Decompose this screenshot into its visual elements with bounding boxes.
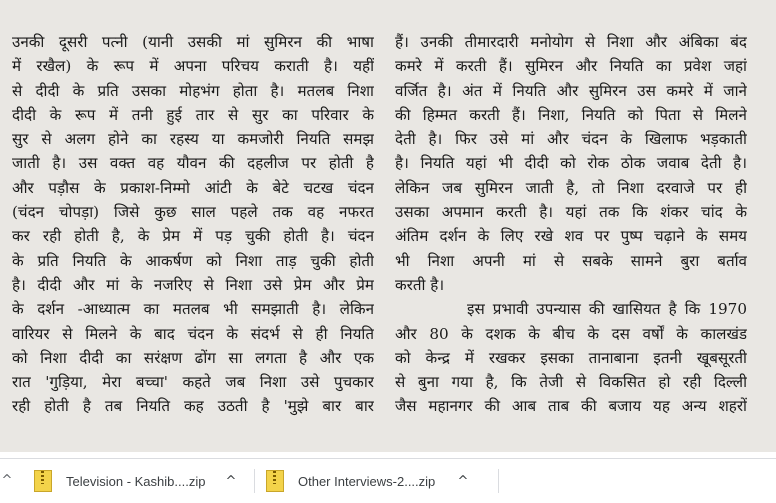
- text-line: वारियर से मिलने के बाद चंदन के संदर्भ से ही नियति: [12, 324, 374, 343]
- text-line: और 80 के दशक के बीच के दस वर्षों के कालखंड: [395, 324, 747, 343]
- text-line: इस प्रभावी उपन्यास की खासियत है कि 1970: [467, 300, 747, 319]
- text-line: है। नियति यहां भी दीदी को रोक ठोक जवाब देती है।: [395, 154, 747, 173]
- text-line: के दर्शन -आध्यात्म का मतलब भी समझाती है। लेकिन: [12, 300, 374, 319]
- chevron-up-icon[interactable]: ^: [225, 473, 237, 489]
- text-line: कमरे में करती हैं। सुमिरन और नियति का प्रवेश जहां: [395, 57, 747, 76]
- text-line: रही होती है तब नियति कह उठती है 'मुझे बार बार: [12, 397, 374, 416]
- text-line: भी निशा अपनी मां से सबके सामने बुरा बर्ताव: [395, 251, 747, 270]
- download-bar: [0, 458, 776, 503]
- text-line: सुर से अलग होने का रहस्य या कमजोरी नियति समझ: [12, 130, 374, 149]
- text-line: को केन्द्र में रखकर इसका तानाबाना इतनी खूबसूरती: [395, 348, 747, 367]
- text-line: और पड़ौस के प्रकाश-निम्मो आंटी के बेटे चटख चंदन: [12, 178, 374, 197]
- text-line: दीदी के रूप में तनी हुई तार से सुर का परिवार के: [12, 105, 374, 124]
- text-line: देती है। फिर उसे मां और चंदन के खिलाफ भड़काती: [395, 130, 747, 149]
- text-line: की हिम्मत करती हैं। निशा, नियति को पिता से मिलने: [395, 105, 747, 124]
- text-line: जाती है। उस वक्त वह यौवन की दहलीज पर होती है: [12, 154, 374, 173]
- text-line: रात 'गुड़िया, मेरा बच्चा' कहते जब निशा उसे पुचकार: [12, 373, 374, 392]
- chevron-up-icon[interactable]: ^: [1, 473, 13, 488]
- text-line: को निशा दीदी का सरंक्षण ढोंग सा लगता है और एक: [12, 348, 374, 367]
- text-line: करती है।: [395, 275, 445, 294]
- text-line: उसका अपमान करती है। यहां तक कि शंकर चांद के: [395, 203, 747, 222]
- zip-file-icon: [266, 470, 284, 492]
- chevron-up-icon[interactable]: ^: [457, 473, 469, 489]
- download-item[interactable]: [34, 465, 254, 497]
- divider: [254, 469, 255, 493]
- text-line: में रखैल) के रूप में अपना परिचय कराती है। यहीं: [12, 57, 374, 76]
- text-line: लेकिन जब सुमिरन जाती है, तो निशा दरवाजे पर ही: [395, 178, 747, 197]
- text-line: अंतिम दर्शन के लिए रखे शव पर पुष्प चढ़ाने के समय: [395, 227, 747, 246]
- text-line: के प्रति नियति के आकर्षण को निशा ताड़ चुकी होती: [12, 251, 374, 270]
- text-line: है। दीदी और मां के नजरिए से निशा उसे प्रेम और प्रेम: [12, 275, 374, 294]
- download-item[interactable]: [266, 465, 486, 497]
- right-text-column: [395, 30, 747, 419]
- zip-file-icon: [34, 470, 52, 492]
- download-filename: Television - Kashib....zip: [66, 473, 206, 489]
- divider: [498, 469, 499, 493]
- text-line: से बुना गया है, कि तेजी से विकसित हो रही दिल्ली: [395, 373, 747, 392]
- text-line: वर्जित है। अंत में नियति और सुमिरन उस कमरे में जाने: [395, 81, 747, 100]
- text-line: कर रही होती है, के प्रेम में पड़ चुकी होती है। चंदन: [12, 227, 374, 246]
- text-line: से दीदी के प्रति उसका मोहभंग होता है। मतलब निशा: [12, 81, 374, 100]
- text-line: उनकी दूसरी पत्नी (यानी उसकी मां सुमिरन की भाषा: [12, 33, 374, 51]
- text-line: (चंदन चोपड़ा) जिसे कुछ साल पहले तक वह नफरत: [12, 203, 374, 222]
- download-filename: Other Interviews-2....zip: [298, 473, 436, 489]
- text-line: हैं। उनकी तीमारदारी मनोयोग से निशा और अंबिका बंद: [395, 33, 747, 51]
- left-text-column: [12, 30, 374, 419]
- text-line: जैस महानगर की आब ताब की बजाय यह अन्य शहरों: [395, 397, 747, 416]
